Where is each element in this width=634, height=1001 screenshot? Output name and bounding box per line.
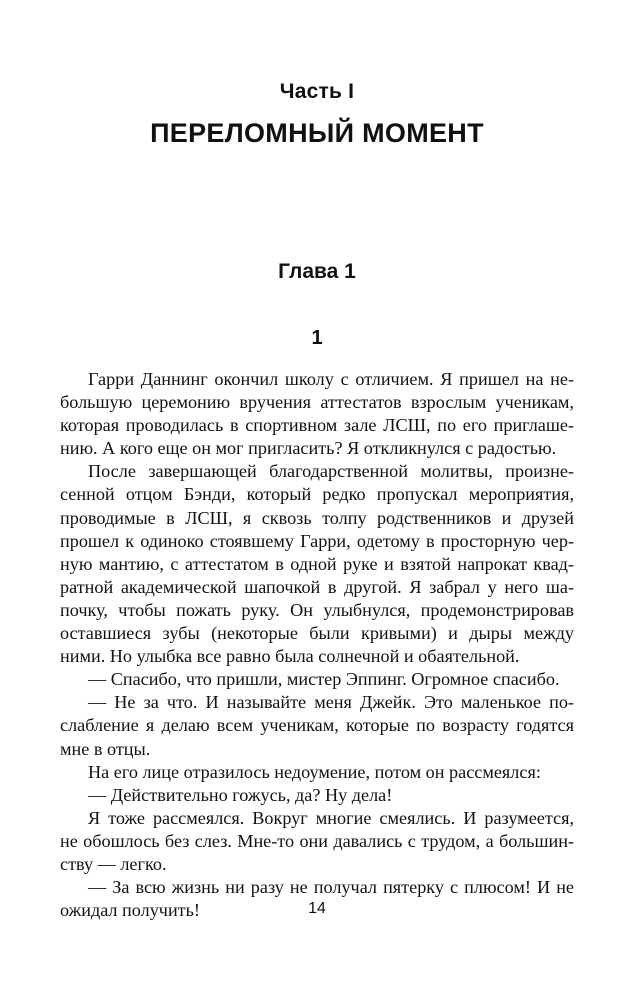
text-line: нию. А кого еще он мог пригласить? Я откликнулся с радостью. (60, 438, 557, 459)
text-line: не обошлось без слез. Мне-то они давались с трудом, а большин- (60, 830, 574, 851)
text-line: ожидал получить! (60, 900, 200, 921)
text-line: ратной академической шапочкой в другой. Я забрал у него ша- (60, 576, 574, 597)
page-number: 14 (308, 900, 326, 917)
text-line: ству — легко. (60, 853, 167, 874)
chapter-heading: Глава 1 (278, 260, 356, 283)
text-line: мне в отцы. (60, 738, 151, 759)
text-line: сенной отцом Бэнди, который редко пропускал мероприятия, (60, 484, 574, 505)
text-line: — За всю жизнь ни разу не получал пятерку с плюсом! И не (88, 877, 574, 898)
body-text (60, 368, 574, 922)
text-line: прошел к одиноко стоявшему Гарри, одетому в просторную чер- (60, 530, 574, 551)
text-line: проводимые в ЛСШ, я сквозь толпу родственников и друзей (60, 507, 574, 528)
text-line: которая проводилась в спортивном зале ЛСШ, по его приглаше- (60, 415, 574, 436)
text-line: почку, чтобы пожать руку. Он улыбнулся, продемонстрировав (60, 599, 574, 620)
text-line: На его лице отразилось недоумение, потом он рассмеялся: (88, 761, 541, 782)
text-line: Я тоже рассмеялся. Вокруг многие смеялись. И разумеется, (88, 807, 574, 828)
text-line: — Не за что. И называйте меня Джейк. Это маленькое по- (88, 692, 574, 713)
text-line: оставшиеся зубы (некоторые были кривыми) и дыры между (60, 623, 574, 644)
text-line: большую церемонию вручения аттестатов взрослым ученикам, (60, 392, 574, 413)
text-line: Гарри Даннинг окончил школу с отличием. Я пришел на не- (88, 369, 574, 389)
text-line: — Действительно гожусь, да? Ну дела! (88, 784, 393, 805)
part-label: Часть I (279, 80, 355, 103)
text-line: После завершающей благодарственной молитвы, произне- (88, 461, 574, 482)
text-line: слабление я делаю всем ученикам, которые по возрасту годятся (60, 715, 574, 736)
section-number: 1 (311, 327, 323, 349)
text-line: — Спасибо, что пришли, мистер Эппинг. Огромное спасибо. (88, 669, 560, 690)
text-line: ную мантию, с аттестатом в одной руке и взятой напрокат квад- (60, 553, 574, 574)
text-line: ними. Но улыбка все равно была солнечной и обаятельной. (60, 646, 520, 667)
part-title: ПЕРЕЛОМНЫЙ МОМЕНТ (150, 118, 484, 148)
